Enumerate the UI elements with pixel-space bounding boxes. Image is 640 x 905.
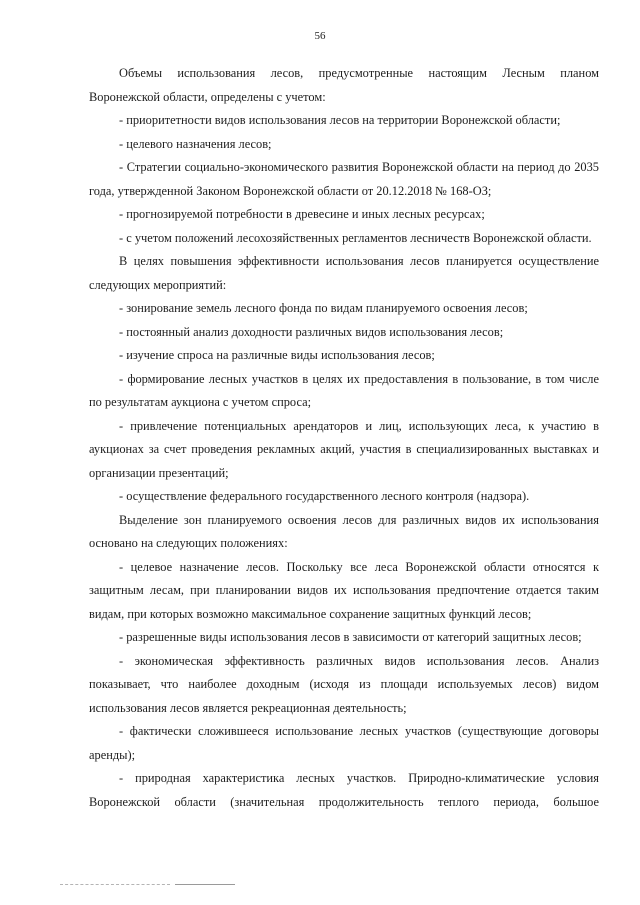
list-item: - целевое назначение лесов. Поскольку все леса Воронежской области относятся к защитным лесам, при планировании видов их использования предпочтение отдается таким видам, при которых возможно максимальное сохранение защитных функций лесов; bbox=[89, 559, 599, 621]
paragraph: Выделение зон планируемого освоения лесов для различных видов их использования основано на следующих положениях: bbox=[89, 512, 599, 550]
footer-rule bbox=[175, 884, 235, 885]
page-number: 56 bbox=[314, 30, 326, 42]
list-item: - постоянный анализ доходности различных видов использования лесов; bbox=[119, 324, 504, 339]
list-item: - фактически сложившееся использование лесных участков (существующие договоры аренды); bbox=[89, 724, 599, 762]
document-body bbox=[89, 62, 599, 814]
footer-scan-mark bbox=[60, 884, 170, 885]
paragraph: Объемы использования лесов, предусмотренные настоящим Лесным планом Воронежской области, определены с учетом: bbox=[89, 66, 599, 104]
list-item: - экономическая эффективность различных видов использования лесов. Анализ показывает, что наиболее доходным (исходя из площади используемых лесов) видом использования лесов является рекреационная деятельность; bbox=[89, 653, 599, 715]
list-item: - с учетом положений лесохозяйственных регламентов лесничеств Воронежской области. bbox=[119, 230, 592, 245]
list-item: - осуществление федерального государственного лесного контроля (надзора). bbox=[119, 489, 530, 503]
list-item: - Стратегии социально-экономического развития Воронежской области на период до 2035 года, утвержденной Законом Воронежской области от 20.12.2018 № 168-ОЗ; bbox=[89, 160, 599, 198]
list-item: - природная характеристика лесных участков. Природно-климатические условия Воронежской области (значительная продолжительность теплого периода, большое bbox=[89, 771, 599, 809]
list-item: - изучение спроса на различные виды использования лесов; bbox=[119, 348, 435, 362]
list-item: - прогнозируемой потребности в древесине и иных лесных ресурсах; bbox=[119, 207, 485, 221]
list-item: - привлечение потенциальных арендаторов и лиц, использующих леса, к участию в аукционах за счет проведения рекламных акций, участия в специализированных выставках и организации презентаций; bbox=[89, 418, 599, 480]
list-item: - приоритетности видов использования лесов на территории Воронежской области; bbox=[119, 113, 561, 127]
list-item: - целевого назначения лесов; bbox=[119, 136, 272, 151]
paragraph: В целях повышения эффективности использования лесов планируется осуществление следующих мероприятий: bbox=[89, 254, 599, 292]
list-item: - разрешенные виды использования лесов в зависимости от категорий защитных лесов; bbox=[119, 630, 582, 644]
list-item: - зонирование земель лесного фонда по видам планируемого освоения лесов; bbox=[119, 301, 528, 315]
list-item: - формирование лесных участков в целях их предоставления в пользование, в том числе по результатам аукциона с учетом спроса; bbox=[89, 371, 599, 409]
